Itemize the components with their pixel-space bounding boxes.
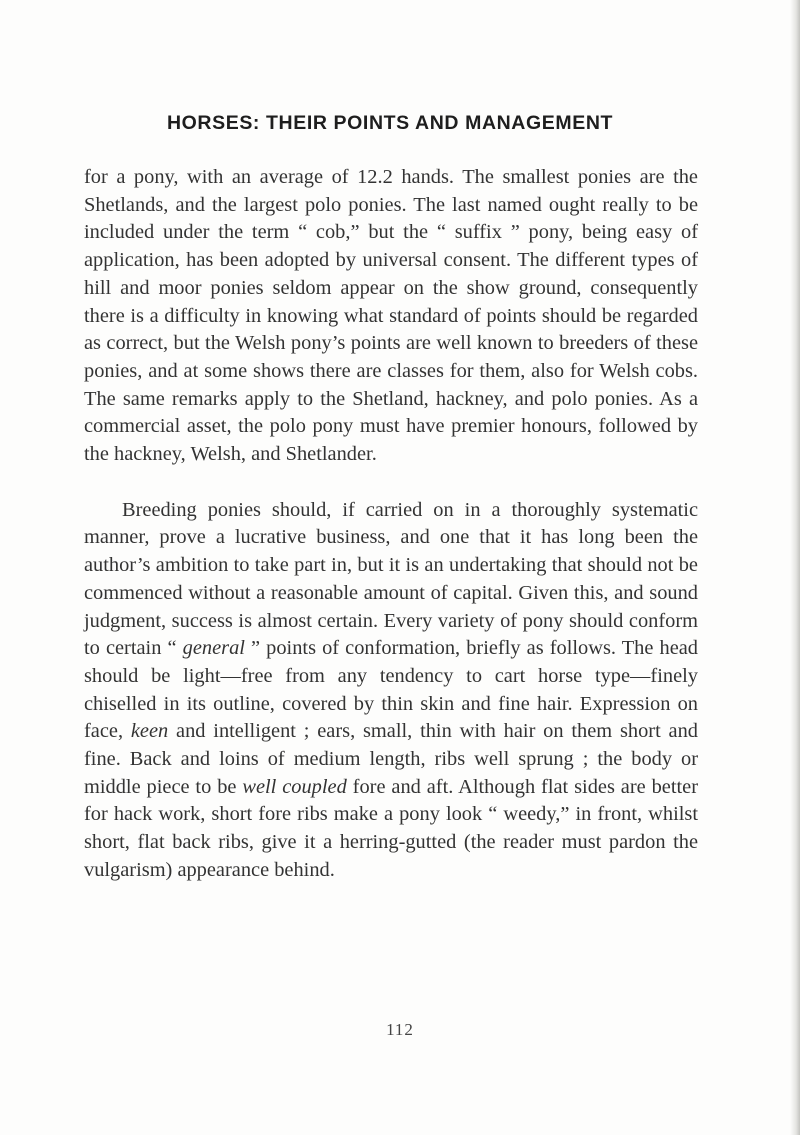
paragraph [84, 164, 698, 469]
text-run: ” points of conformation, briefly as follows. The head should be light—free from any tendency to cart horse type—finely chiselled in its outline, covered by thin skin and fine hair. Expression on face, [84, 637, 698, 743]
page-number: 112 [386, 1020, 414, 1039]
text-run: and intelligent ; ears, small, thin with hair on them short and fine. Back and loins of medium length, ribs well sprung ; the body or middle piece to be [84, 720, 698, 798]
italic-text-run: well coupled [242, 775, 347, 798]
text-run: Breeding ponies should, if carried on in a thoroughly systematic manner, prove a lucrative business, and one that it has long been the author’s ambition to take part in, but it is an undertaking that should not be commenced without a reasonable amount of capital. Given this, and sound judgment, success is almost certain. Every variety of pony should conform to certain “ [84, 498, 698, 660]
running-head: HORSES: THEIR POINTS AND MANAGEMENT [166, 112, 614, 134]
page-edge-shadow [790, 0, 800, 1135]
italic-text-run: keen [130, 720, 169, 743]
body-text [84, 164, 698, 885]
text-run: fore and aft. Although flat sides are better for hack work, short fore ribs make a pony look “ weedy,” in front, whilst short, flat back ribs, give it a herring-gutted (the reader must pardon the vulgarism) appearance behind. [84, 775, 698, 881]
italic-text-run: general [182, 637, 245, 660]
text-run: for a pony, with an average of 12.2 hands. The smallest ponies are the Shetlands, and the largest polo ponies. The last named ought really to be included under the term “ cob,” but the “ suffix ” pony, being easy of application, has been adopted by universal consent. The different types of hill and moor ponies seldom appear on the show ground, consequently there is a difficulty in knowing what standard of points should be regarded as correct, but the Welsh pony’s points are well known to breeders of these ponies, and at some shows there are classes for them, also for Welsh cobs. The same remarks apply to the Shetland, hackney, and polo ponies. As a commercial asset, the polo pony must have premier honours, followed by the hackney, Welsh, and Shetlander. [84, 166, 698, 466]
paragraph [84, 497, 698, 885]
